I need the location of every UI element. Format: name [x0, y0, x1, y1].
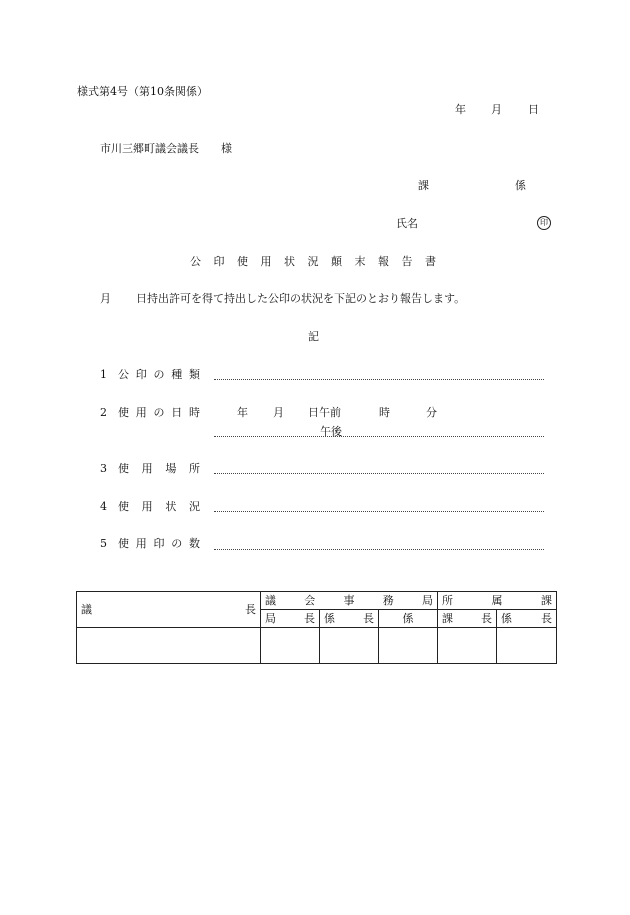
- item-5-number: 5: [100, 537, 107, 550]
- label-char: 用: [141, 500, 153, 513]
- date-month-label: 月: [491, 103, 502, 116]
- header-char: 課: [541, 594, 553, 607]
- datetime-pm: 午後: [320, 425, 342, 438]
- title-char: 末: [354, 255, 366, 268]
- header-char: 所: [442, 594, 454, 607]
- title-char: 使: [237, 255, 248, 268]
- item-5-fill-line[interactable]: [214, 549, 544, 550]
- label-char: 状: [165, 500, 177, 513]
- date-day-label: 日: [528, 103, 539, 116]
- intro-month: 月: [100, 292, 111, 305]
- name-label: 氏名: [396, 217, 418, 230]
- label-char: 場: [165, 462, 177, 475]
- header-char: 係: [324, 612, 335, 625]
- label-char: 所: [188, 462, 200, 475]
- label-char: の: [171, 537, 183, 550]
- label-char: 印: [153, 537, 165, 550]
- title-char: 印: [213, 255, 225, 268]
- title-char: 告: [401, 255, 413, 268]
- datetime-day-am: 日午前: [308, 406, 341, 419]
- title-char: 書: [425, 255, 436, 268]
- label-char: の: [153, 368, 165, 381]
- header-char: 長: [363, 612, 374, 625]
- item-1-number: 1: [100, 368, 107, 381]
- seal-icon: 印: [537, 216, 551, 230]
- label-char: 況: [188, 500, 200, 513]
- intro-text: 日持出許可を得て持出した公印の状況を下記のとおり報告します。: [136, 292, 466, 305]
- title-char: 公: [190, 255, 201, 268]
- item-4-label: [118, 501, 200, 512]
- header-char: 事: [343, 594, 355, 607]
- approval-table: [76, 591, 557, 664]
- division-chief-stamp-cell[interactable]: [438, 628, 497, 664]
- section-kakari-label: 係: [515, 179, 526, 192]
- label-char: 印: [135, 368, 147, 381]
- title-char: 報: [378, 255, 389, 268]
- secretariat-header: [261, 592, 438, 610]
- label-char: 種: [171, 368, 183, 381]
- label-char: 日: [171, 406, 183, 419]
- item-3-fill-line[interactable]: [214, 473, 544, 474]
- header-char: 長: [245, 603, 256, 616]
- item-2-number: 2: [100, 406, 107, 419]
- addressee: 市川三郷町議会議長 様: [100, 142, 232, 155]
- label-char: 使: [118, 537, 129, 550]
- ki-label: 記: [308, 330, 319, 343]
- item-1-fill-line[interactable]: [214, 379, 544, 380]
- document-title: [190, 256, 436, 267]
- header-char: 長: [304, 612, 315, 625]
- section-ka-label: 課: [418, 179, 429, 192]
- section-chief-header: [320, 610, 379, 628]
- form-number-label: 様式第4号（第10条関係）: [77, 85, 208, 98]
- datetime-year: 年: [237, 406, 248, 419]
- item-4-fill-line[interactable]: [214, 511, 544, 512]
- label-char: 使: [118, 500, 129, 513]
- bureau-chief-stamp-cell[interactable]: [261, 628, 320, 664]
- dept-section-chief-header: [497, 610, 557, 628]
- header-char: 局: [422, 594, 433, 607]
- label-char: 使: [118, 462, 129, 475]
- chairman-stamp-cell[interactable]: [77, 628, 261, 664]
- label-char: 用: [135, 406, 147, 419]
- item-2-label: [118, 407, 200, 418]
- title-char: 状: [284, 255, 295, 268]
- label-char: 使: [118, 406, 129, 419]
- label-char: 類: [189, 368, 200, 381]
- staff-header: [379, 610, 438, 628]
- section-chief-stamp-cell[interactable]: [320, 628, 379, 664]
- label-char: 公: [118, 368, 129, 381]
- item-3-number: 3: [100, 462, 107, 475]
- date-year-label: 年: [455, 103, 466, 116]
- title-char: 用: [260, 255, 272, 268]
- header-char: 属: [491, 594, 503, 607]
- division-chief-header: [438, 610, 497, 628]
- item-1-label: [118, 369, 200, 380]
- item-3-label: [118, 463, 200, 474]
- label-char: 時: [189, 406, 200, 419]
- item-2-fill-line[interactable]: [214, 436, 544, 437]
- label-char: 数: [189, 537, 200, 550]
- label-char: 用: [141, 462, 153, 475]
- header-char: 務: [382, 594, 394, 607]
- header-char: 長: [541, 612, 553, 625]
- item-5-label: [118, 538, 200, 549]
- bureau-chief-header: [261, 610, 320, 628]
- header-char: 議: [81, 603, 92, 616]
- datetime-minute: 分: [426, 406, 437, 419]
- header-char: 会: [304, 594, 316, 607]
- header-char: 課: [442, 612, 454, 625]
- label-char: の: [153, 406, 165, 419]
- item-4-number: 4: [100, 500, 107, 513]
- header-char: 長: [481, 612, 493, 625]
- title-char: 況: [307, 255, 319, 268]
- label-char: 用: [135, 537, 147, 550]
- header-char: 局: [265, 612, 276, 625]
- header-char: 係: [402, 612, 414, 625]
- department-header: [438, 592, 557, 610]
- datetime-month: 月: [273, 406, 284, 419]
- dept-section-chief-stamp-cell[interactable]: [497, 628, 557, 664]
- title-char: 顛: [331, 255, 342, 268]
- chairman-header: [77, 592, 261, 628]
- header-char: 係: [501, 612, 513, 625]
- header-char: 議: [265, 594, 276, 607]
- staff-stamp-cell[interactable]: [379, 628, 438, 664]
- datetime-hour: 時: [379, 406, 390, 419]
